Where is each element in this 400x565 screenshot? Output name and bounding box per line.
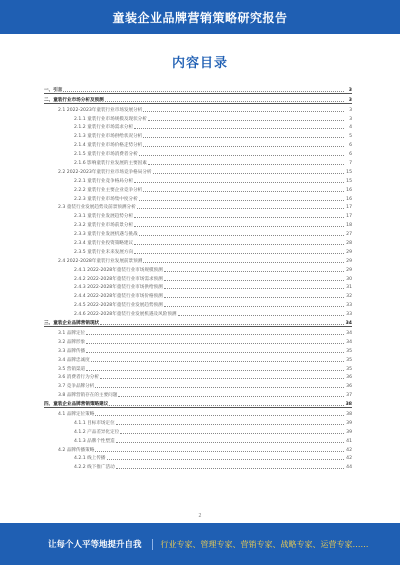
toc-entry-label: 2.2.3 童装行业市场集中度分析 [74,196,138,202]
toc-entry-page: 29 [346,258,352,264]
toc-entry[interactable] [44,113,352,122]
toc-entry-page: 34 [346,339,352,345]
toc-entry[interactable] [44,299,352,308]
toc-dot-leader [134,128,344,129]
toc-entry-page: 4 [349,125,352,131]
toc-dot-leader [178,315,344,316]
toc-dot-leader [164,306,344,307]
toc-dot-leader [105,101,344,102]
toc-entry-label: 3.6 消费者行为分析 [58,375,99,381]
toc-entry-page: 35 [346,366,352,372]
toc-entry[interactable] [44,336,352,345]
toc-entry-page: 6 [349,152,352,158]
toc-dot-leader [116,468,344,469]
toc-entry-page: 42 [346,456,352,462]
toc-entry-label: 四、童装企业品牌营销策略建议 [44,402,109,408]
toc-entry-label: 2.3.2 童装行业市场前景分析 [74,223,134,229]
toc-entry-label: 4.1.1 目标市场定位 [74,420,115,426]
toc-dot-leader [153,173,344,174]
toc-entry-label: 3.1 品牌定位 [58,330,86,336]
toc-entry-page: 3 [349,107,352,113]
toc-dot-leader [134,182,344,183]
toc-entry[interactable] [44,282,352,291]
toc-entry[interactable] [44,148,352,157]
toc-entry-label: 三、童装企业品牌营销现状 [44,321,100,327]
toc-entry-page: 18 [346,223,352,229]
report-title: 童装企业品牌营销策略研究报告 [112,10,288,25]
footer-banner [0,523,400,565]
toc-dot-leader [143,191,344,192]
toc-dot-leader [107,459,344,460]
toc-dot-leader [95,387,344,388]
toc-entry[interactable] [44,184,352,193]
toc-entry[interactable] [44,228,352,237]
toc-dot-leader [100,324,344,325]
toc-entry[interactable] [44,417,352,426]
toc-entry-label: 4.1.3 品牌个性塑造 [74,438,115,444]
toc-entry-label: 2.1.4 童装行业市场价格走势分析 [74,143,143,149]
toc-entry[interactable] [44,130,352,139]
toc-entry[interactable] [44,453,352,462]
toc-entry-page: 34 [346,330,352,336]
toc-entry-label: 3.5 营销渠道 [58,366,86,372]
toc-entry-label: 2.2.1 童装行业竞争格局分析 [74,178,134,184]
toc-entry-page: 17 [346,205,352,211]
toc-entry-label: 3.8 品牌营销存在的主要问题 [58,393,118,399]
toc-dot-leader [164,288,344,289]
toc-entry[interactable] [44,246,352,255]
toc-entry[interactable] [44,104,352,113]
toc-entry-page: 36 [346,375,352,381]
toc-entry[interactable] [44,157,352,166]
toc-entry-page: 33 [346,303,352,309]
toc-entry-page: 3 [349,116,352,122]
toc-dot-leader [63,91,344,92]
footer-slogan: 让每个人平等地提升自我 [48,540,142,550]
toc-entry-label: 2.4.1 2022-2028年童装行业市场规模预测 [74,267,163,273]
toc-dot-leader [86,370,344,371]
toc-entry[interactable] [44,372,352,381]
toc-entry[interactable] [44,461,352,470]
toc-entry[interactable] [44,317,352,327]
toc-dot-leader [148,120,344,121]
toc-entry-page: 39 [346,420,352,426]
toc-entry-label: 2.1.6 影响童装行业发展的主要因素 [74,161,147,167]
toc-entry[interactable] [44,255,352,264]
toc-entry[interactable] [44,264,352,273]
toc-dot-leader [164,297,344,298]
toc-entry[interactable] [44,389,352,398]
toc-entry-label: 2.1.3 童装行业市场供给状况分析 [74,134,143,140]
toc-entry-label: 2.1.1 童装行业市场规模及现状分析 [74,116,147,122]
toc-dot-leader [143,146,344,147]
toc-entry-label: 4.2 品牌传播策略 [58,447,95,453]
toc-entry[interactable] [44,363,352,372]
toc-entry-page: 27 [346,232,352,238]
toc-entry[interactable] [44,202,352,211]
toc-dot-leader [164,271,344,272]
toc-entry[interactable] [44,139,352,148]
toc-dot-leader [139,235,344,236]
toc-dot-leader [143,111,344,112]
toc-entry-page: 29 [346,267,352,273]
toc-entry[interactable] [44,193,352,202]
toc-dot-leader [139,200,344,201]
toc-entry-label: 二、童装行业市场分析及预测 [44,97,104,103]
toc-dot-leader [116,442,344,443]
toc-entry[interactable] [44,345,352,354]
toc-entry-label: 2.3.5 童装行业未来发展方向 [74,249,134,255]
toc-entry[interactable] [44,290,352,299]
toc-entry[interactable] [44,426,352,435]
toc-entry-label: 2.2 2022-2023年童装行业市场竞争格局分析 [58,169,152,175]
toc-entry-page: 32 [346,294,352,300]
toc-entry-page: 5 [349,134,352,140]
toc-entry[interactable] [44,166,352,175]
toc-entry-page: 33 [346,312,352,318]
toc-entry-label: 2.3.1 童装行业发展趋势分析 [74,214,134,220]
toc-dot-leader [116,424,344,425]
toc-entry[interactable] [44,380,352,389]
toc-dot-leader [137,208,344,209]
toc-entry-page: 28 [346,241,352,247]
toc-entry-label: 2.3 童装行业发展趋势及前景预测分析 [58,205,136,211]
toc-dot-leader [95,451,344,452]
toc-entry-page: 30 [346,276,352,282]
toc-entry-page: 39 [346,429,352,435]
toc-entry-page: 38 [345,402,352,408]
toc-entry-page: 17 [346,214,352,220]
toc-dot-leader [148,164,344,165]
toc-entry-page: 6 [349,143,352,149]
toc-entry-page: 42 [346,447,352,453]
toc-dot-leader [95,415,344,416]
toc-entry[interactable] [44,444,352,453]
toc-entry[interactable] [44,122,352,131]
toc-entry[interactable] [44,219,352,228]
toc-entry-page: 16 [346,187,352,193]
toc-entry-page: 31 [346,285,352,291]
toc-dot-leader [143,137,344,138]
toc-dot-leader [134,244,344,245]
toc-entry-page: 3 [348,97,352,103]
toc-entry[interactable] [44,435,352,444]
toc-entry-page: 35 [346,348,352,354]
toc-entry[interactable] [44,237,352,246]
toc-entry-page: 34 [345,321,352,327]
toc-entry-page: 36 [346,384,352,390]
toc-entry[interactable] [44,398,352,408]
toc-dot-leader [118,396,344,397]
toc-dot-leader [143,262,344,263]
toc-entry-page: 3 [348,87,352,93]
toc-dot-leader [139,155,344,156]
toc-entry-label: 2.4.5 2022-2028年童装行业发展趋势预测 [74,303,163,309]
toc-entry-label: 3.3 品牌传播 [58,348,86,354]
report-header [0,0,400,34]
page-number: 2 [198,513,202,519]
toc-entry-label: 3.7 竞争品牌分析 [58,384,95,390]
toc-entry-label: 4.2.2 线下推广活动 [74,465,115,471]
toc-entry-page: 41 [346,438,352,444]
toc-dot-leader [164,280,344,281]
toc-entry[interactable] [44,327,352,336]
toc-entry[interactable] [44,94,352,104]
toc-dot-leader [134,253,344,254]
footer-tagline: 行业专家、管理专家、营销专家、战略专家、运营专家…… [152,539,369,550]
toc-entry-label: 4.1.2 产品差异化定位 [74,429,120,435]
toc-entry-page: 44 [346,465,352,471]
toc-entry-page: 37 [346,393,352,399]
toc-dot-leader [86,343,344,344]
toc-dot-leader [86,334,344,335]
toc-entry-label: 2.1.5 童装行业市场消费者分析 [74,152,138,158]
toc-entry-page: 15 [346,169,352,175]
toc-entry-label: 4.2.1 线上传播 [74,456,106,462]
toc-entry-label: 2.2.2 童装行业主要企业竞争分析 [74,187,143,193]
toc-entry-label: 2.3.3 童装行业发展机遇与挑战 [74,232,138,238]
toc-entry[interactable] [44,408,352,417]
toc-entry-label: 3.2 品牌形象 [58,339,86,345]
toc-entry-label: 4.1 品牌定位策略 [58,411,95,417]
toc-entry[interactable] [44,308,352,317]
toc-entry-page: 7 [349,161,352,167]
toc-dot-leader [86,352,344,353]
toc-heading: 内容目录 [171,56,228,71]
toc-dot-leader [109,405,344,406]
toc-entry-label: 2.4.2 2022-2028年童装行业市场需求预测 [74,276,163,282]
toc-dot-leader [91,361,344,362]
toc-entry-page: 29 [346,249,352,255]
toc-entry-label: 2.3.4 童装行业投资策略建议 [74,241,134,247]
table-of-contents [44,84,352,470]
toc-dot-leader [134,217,344,218]
toc-entry-page: 16 [346,196,352,202]
toc-entry[interactable] [44,84,352,94]
toc-entry-label: 2.4.3 2022-2028年童装行业市场供给预测 [74,285,163,291]
toc-entry-label: 3.4 品牌忠诚度 [58,357,90,363]
toc-entry[interactable] [44,273,352,282]
toc-entry-page: 38 [346,411,352,417]
toc-entry-label: 一、引言 [44,87,63,93]
toc-entry-label: 2.1.2 童装行业市场需求分析 [74,125,134,131]
toc-entry[interactable] [44,354,352,363]
toc-entry-page: 15 [346,178,352,184]
toc-entry-label: 2.1 2022-2023年童装行业市场发展分析 [58,107,143,113]
toc-entry-label: 2.4.4 2022-2028年童装行业市场价格预测 [74,294,163,300]
toc-entry[interactable] [44,210,352,219]
toc-dot-leader [100,378,344,379]
toc-entry[interactable] [44,175,352,184]
toc-dot-leader [134,226,344,227]
toc-entry-label: 2.4.6 2022-2028年童装行业发展机遇及风险预测 [74,312,177,318]
toc-entry-page: 35 [346,357,352,363]
toc-dot-leader [120,433,344,434]
toc-entry-label: 2.4 2022-2028年童装行业发展前景预测 [58,258,143,264]
